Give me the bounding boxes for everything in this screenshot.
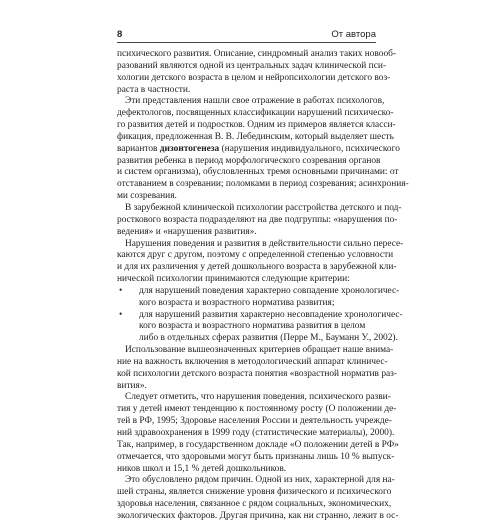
text-line: Так, например, в государственном докладе «О положении детей в РФ» bbox=[117, 439, 399, 450]
bullet-item bbox=[117, 309, 403, 322]
text-line: отставанием в созревании; поломками в период созревания; асинхрония- bbox=[117, 179, 409, 190]
text-line: Следует отметить, что нарушения поведения, психического разви- bbox=[125, 392, 391, 403]
line-pre: вариантов bbox=[117, 143, 160, 154]
body-text bbox=[117, 49, 409, 523]
text-line: экологических факторов. Другая причина, как ни странно, лежит в ос- bbox=[117, 510, 399, 521]
text-line: Использование вышеозначенных критериев обращает наше внима- bbox=[125, 345, 394, 356]
text-line: фикация, предложенная В. В. Лебединским, который выделяет шесть bbox=[117, 131, 394, 142]
bullet-text: кого возраста и возрастного норматива развития; bbox=[139, 297, 335, 308]
text-line: и систем организма), обусловленных тремя основными причинами: от bbox=[117, 167, 399, 178]
text-line-with-term bbox=[117, 143, 400, 156]
bullet-text: кого возраста и возрастного норматива развития в целом bbox=[139, 321, 366, 332]
term-dysontogenesis: дизонтогенеза bbox=[159, 143, 220, 154]
bullet-marker: • bbox=[119, 285, 123, 296]
text-line: кой психологии детского возраста понятия «возрастной норматив раз- bbox=[117, 368, 398, 379]
page-header bbox=[117, 28, 376, 43]
running-head: От автора bbox=[331, 29, 376, 40]
text-line: Эти представления нашли свое отражение в работах психологов, bbox=[125, 96, 385, 107]
text-line: разований являются одной из центральных задач клинической пси- bbox=[117, 60, 386, 71]
text-line: нической психологии принимаются следующие критерии: bbox=[117, 274, 350, 285]
bullet-text: для нарушений поведения характерно совпадение хронологичес- bbox=[139, 285, 400, 296]
text-line: вития». bbox=[117, 380, 147, 391]
text-line: развития ребенка в период морфологического созревания органов bbox=[117, 155, 381, 166]
text-line: Нарушения поведения и развития в действительности сильно пересе- bbox=[125, 238, 404, 249]
text-line: тей в РФ, 1995; Здоровье населения России и деятельность учрежде- bbox=[117, 416, 392, 427]
text-line: ние на важность включения в методологический аппарат клиничес- bbox=[117, 356, 388, 367]
text-line: ми созревания. bbox=[117, 191, 177, 202]
bullet-text: либо в отдельных сферах развития (Перре М., Бауманн У., 2002). bbox=[139, 333, 398, 344]
text-line: В зарубежной клинической психологии расстройства детского и под- bbox=[125, 202, 402, 213]
text-line: здоровья населения, связанное с рядом социальных, экономических, bbox=[117, 499, 392, 510]
text-line: психического развития. Описание, синдромный анализ таких новооб- bbox=[117, 49, 397, 59]
text-line: росткового возраста подразделяют на две подгруппы: «нарушения по- bbox=[117, 214, 398, 225]
text-line: отмечается, что здоровыми могут быть признаны лишь 10 % выпуск- bbox=[117, 451, 395, 462]
text-line: Это обусловлено рядом причин. Одной из них, характерной для на- bbox=[125, 475, 395, 486]
text-line: и для их различения у детей дошкольного возраста в зарубежной кли- bbox=[117, 262, 397, 273]
text-line: раста в частности. bbox=[117, 84, 191, 95]
page-number: 8 bbox=[117, 29, 123, 40]
text-line: ведения» и «нарушения развития». bbox=[117, 226, 257, 237]
bullet-marker: • bbox=[119, 309, 123, 320]
bullet-text: для нарушений развития характерно несовпадение хронологичес- bbox=[139, 309, 403, 320]
text-line: ний здравоохранения в 1999 году (статистические материалы), 2000). bbox=[117, 428, 395, 438]
text-line: шей страны, является снижение уровня физического и психического bbox=[117, 487, 392, 498]
bullet-item bbox=[117, 285, 400, 298]
line-post: (нарушения индивидуального, психического bbox=[219, 143, 400, 154]
text-line: дефектологов, посвященных классификации нарушений психическо- bbox=[117, 108, 394, 119]
text-line: го развития детей и подростков. Одним из примеров является класси- bbox=[117, 120, 396, 131]
text-line: ников школ и 15,1 % детей дошкольников. bbox=[117, 463, 287, 474]
text-line: каются друг с другом, поэтому с определенной степенью условности bbox=[117, 250, 394, 261]
text-line: хологии детского возраста в целом и нейропсихологии детского воз- bbox=[117, 72, 391, 83]
text-line: тия у детей имеют тенденцию к постоянному росту (О положении де- bbox=[117, 404, 397, 415]
